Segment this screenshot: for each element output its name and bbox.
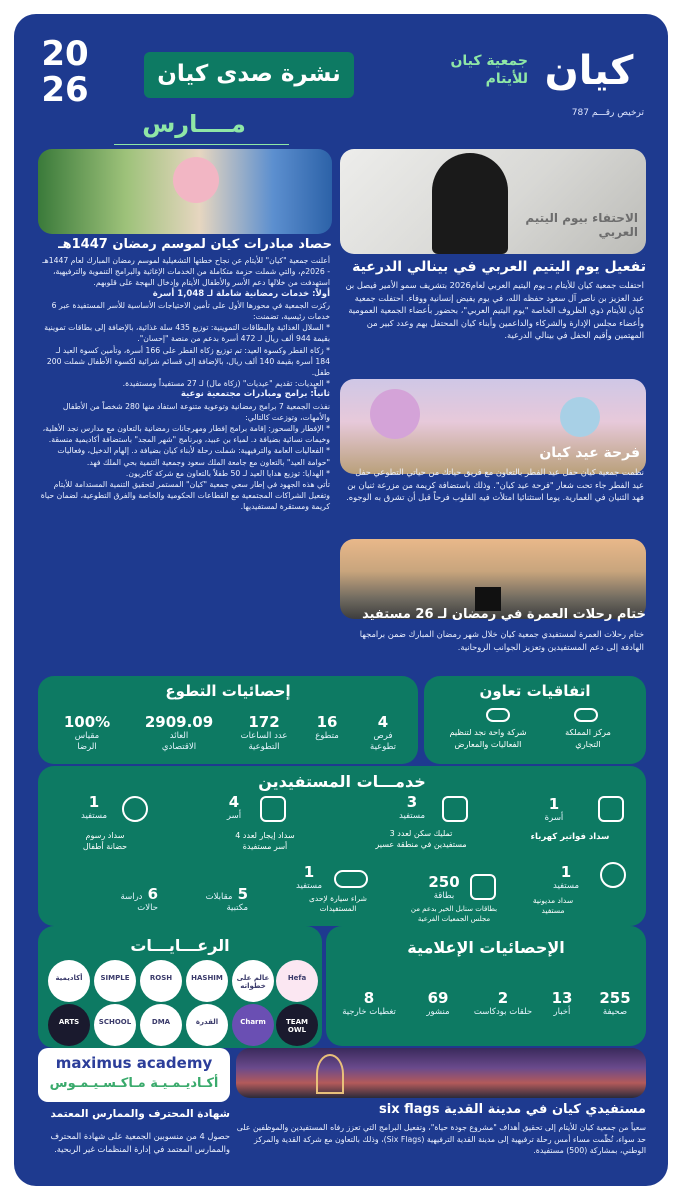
service-unit: مستفيد (398, 811, 426, 821)
academy-logo-en: maximus academy (55, 1054, 213, 1072)
ramadan-intro: أعلنت جمعية "كيان" للأيتام عن نجاح خطتها التشغيلية لموسم رمضان المبارك لعام 1447هـ - 2026م، والتي شملت حزمة متكاملة من الخدمات الإغاثية والبرامج التنموية والترفيهية، استهدفت من خلالها دعم الأسر والأطفال الأيتام وإدخال البهجة على قلوبهم. (42, 256, 330, 288)
ramadan-body (40, 255, 330, 513)
sponsor-logo-text: ARTS (58, 1018, 80, 1026)
service-count: 250 (428, 873, 460, 891)
service-label: حالات (137, 903, 158, 913)
sponsor-logo-text: SIMPLE (100, 974, 130, 982)
house-icon (442, 796, 468, 822)
orphan-day-photo (340, 149, 646, 254)
stat-satisfaction (46, 714, 128, 753)
agreements-title: اتفاقيات تعاون (479, 682, 591, 700)
car-icon (334, 870, 368, 888)
orphan-day-body: احتفلت جمعية كيان للأيتام بـ يوم اليتيم العربي لعام2026 بتشريف سمو الأمير فيصل بن عبد العزيز بن ناصر آل سعود حفظه الله، في يوم يفيض إنسانية ووفاء. احتفلت جمعية كيان للأيتام ذوي الظروف الخاصة "يوم اليتيم العربي"، بحضور بأعضاء الجمعية العمومية وأعضاء مجلس الإدارة والشركاء والداعمين وأبناء كيان المحتفل بهم وعدد كبير من المهتمين وأقيم الحفل في بينالي الدرعية. (345, 280, 644, 340)
service-unit: دراسة (120, 892, 143, 902)
sixflags-title: مستفيدي كيان في مدينة القدية six flags (379, 1102, 646, 1117)
stat-volunteer-hours (230, 714, 298, 753)
handshake-icon (574, 708, 598, 722)
academy-logo-ar: أكـاديـمـيـة مـاكـسـيـمـوس (49, 1076, 219, 1091)
sponsor-logo-text: SCHOOL (98, 1018, 132, 1026)
speaker-figure (432, 153, 508, 254)
service-electricity (512, 796, 596, 824)
service-cards (420, 874, 468, 902)
stat-label: مقياس الرضا (74, 731, 100, 752)
service-unit: أسرة (544, 813, 564, 823)
sponsor-logo-text: DMA (151, 1018, 171, 1026)
sponsors-panel (38, 926, 322, 1048)
sponsor-logo (186, 1004, 228, 1046)
eid-body: نظمت جمعية كيان حفل عيد الفطر بالتعاون مع فريق حياتك من حياتي التطوعي حفل عيد الفطر جاء تحت شعار "فرحة عيد كيان". وذلك باستضافة كريمة من مزرعة ثنيان بن فهد الثنيان في العمارية. يوما استثنائيا امتلأت فيه القلوب فرحاً قبل أن تشرق به الوجوه. (346, 467, 644, 502)
balloons-decor (173, 157, 219, 203)
stat-value: 172 (248, 713, 280, 731)
service-unit: مقابلات (205, 892, 233, 902)
service-rent (210, 794, 258, 822)
stat-value: 16 (316, 713, 338, 731)
service-electricity-label: سداد فواتير كهرباء (530, 832, 610, 842)
sponsor-logo-text: Hefa (287, 974, 307, 982)
sponsor-logo (140, 960, 182, 1002)
stat-label: متطوع (315, 731, 339, 741)
ramadan-para-8: * الهدايا: توزيع هدايا العيد لـ 50 طفلاً بالتعاون مع شركة كاتريون. (125, 468, 330, 478)
ramadan-photo (38, 149, 332, 234)
service-case-studies (88, 884, 158, 914)
eid-title: فرحة عيد كيان (539, 445, 640, 461)
media-label: تغطيات خارجية (342, 1007, 396, 1017)
service-housing-label: تمليك سكن لعدد 3 مستفيدين في منطقة عسير (375, 829, 467, 849)
ride-decor (316, 1054, 344, 1094)
media-posts (410, 990, 466, 1018)
sponsor-logo (94, 960, 136, 1002)
sponsor-logo (140, 1004, 182, 1046)
service-label: مكتبية (226, 903, 248, 913)
stat-volunteer-opportunities (356, 714, 410, 753)
stat-value: 2909.09 (144, 713, 214, 731)
umrah-title: ختام رحلات العمرة في رمضان لـ 26 مستفيد (362, 607, 646, 622)
service-nursery-label: سداد رسوم حضانة أطفال (82, 831, 128, 851)
media-news (540, 990, 584, 1018)
service-count: 1 (548, 795, 560, 813)
shirt-icon (598, 796, 624, 822)
sponsor-logo (276, 1004, 318, 1046)
money-hand-icon (600, 862, 626, 888)
media-external-coverage (330, 990, 408, 1018)
media-label: منشور (426, 1007, 450, 1017)
ramadan-para-3: * زكاة الفطر وكسوة العيد: تم توزيع زكاة الفطر على 166 أسرة، وتأمين كسوة العيد لـ 184 أسرة بقيمة 140 ألف ريال، بالإضافة إلى قسائم شرائية لكسوة الأطفال شملت 200 طفل. (46, 345, 330, 378)
agreement-item-kingdom: مركز المملكة التجاري (565, 727, 611, 749)
sponsors-title: الرعـــايـــات (130, 936, 230, 955)
newsletter-title: نشرة صدى كيان (144, 52, 354, 98)
ramadan-heading-2: ثانياً: برامج ومبادرات مجتمعية نوعية (180, 389, 330, 400)
ramadan-para-7: * الفعاليات العامة والترفيهية: شملت رحلة لأبناء كيان بضيافة د. إلهام الدخيل، وفعاليات "حوامة العيد" بالتعاون مع جامعة الملك سعود وجمعية التنمية بحي الملك فهد. (57, 446, 330, 467)
service-interviews (178, 884, 248, 914)
media-count: 13 (551, 989, 573, 1007)
media-count: 2 (497, 989, 509, 1007)
agreement-item-najd-oasis: شركة واحة نجد لتنظيم الفعاليات والمعارض (449, 727, 527, 749)
sponsor-logo-text: أكاديمية (55, 974, 83, 982)
media-count: 255 (599, 989, 631, 1007)
newsletter-page (14, 14, 668, 1186)
service-debt-label: سداد مديونية مستفيد (532, 896, 574, 915)
ramadan-para-2: * السلال الغذائية والبطاقات التموينية: توزيع 435 سلة غذائية، بالإضافة إلى بطاقات تموينية بقيمة 944 ألف ريال لـ 472 أسرة بدعم من منصة "إحسان". (44, 323, 330, 344)
sponsor-logo-text: عالم على خطواته (236, 974, 270, 990)
media-label: أخبار (553, 1007, 571, 1017)
kayan-logo: كيان (544, 48, 634, 94)
services-title: خدمـــات المستفيدين (258, 772, 426, 791)
media-label: صحيفة (602, 1007, 628, 1017)
umrah-body: ختام رحلات العمرة لمستفيدي جمعية كيان خلال شهر رمضان المبارك ضمن برامجها الهادفة إلى دعم المستفيدين وتعزيز الجوانب الروحانية. (359, 629, 644, 652)
media-podcasts (468, 990, 538, 1018)
academy-body: حصول 4 من منسوبين الجمعية على شهادة المحترف والممارس المعتمد في إدارة المنظمات غير الربحية. (50, 1131, 230, 1154)
ramadan-para-6: * الإفطار والسحور: إقامة برامج إفطار ومهرجانات رمضانية بالتعاون مع مدارس نجد الأهلية، وخيمات نسائية بضيافة د. لمياء بن عبيد، وبرنامج "شهر المجد" باستضافة أكاديمية منسقة. (42, 424, 330, 445)
service-cards-label: بطاقات سنابل الخير بدعم من مجلس الجمعيات الفرعية (410, 905, 498, 923)
media-newspapers (588, 990, 642, 1018)
service-rent-label: سداد إيجار لعدد 4 أسر مستفيدة (235, 831, 295, 851)
month-underline (114, 144, 289, 145)
sponsor-logo (276, 960, 318, 1002)
coin-hand-icon (122, 796, 148, 822)
brand-name: جمعية كيان للأيتام (450, 53, 528, 87)
sponsor-logo-text: HASHIM (191, 974, 223, 982)
stat-label: فرص تطوعية (370, 731, 396, 752)
stat-label: عدد الساعات التطوعية (240, 731, 288, 752)
stat-volunteers (300, 714, 354, 742)
service-count: 1 (88, 793, 100, 811)
service-count: 4 (228, 793, 240, 811)
home-heart-icon (260, 796, 286, 822)
orphan-day-title: تفعيل يوم اليتيم العربي في بينالي الدرعية (352, 259, 646, 275)
sixflags-body: سعياً من جمعية كيان للأيتام إلى تحقيق أهداف "مشروع جودة حياة"، وتفعيل البرامج التي تعزز رفاه المستفيدين والموظفين على حد سواء، نُظّمت مساء أمس رحلة ترفيهية إلى مدينة القدية الترفيهية (Six Flags)، وذلك بالتعاون مع شركة القدية والمركز الوطني، بمشاركة (500) مستفيدة. (236, 1123, 646, 1155)
service-unit: مستفيد (80, 811, 108, 821)
sponsor-logo-text: TEAM OWL (286, 1018, 308, 1034)
service-car (286, 864, 332, 892)
sponsor-logo (186, 960, 228, 1002)
stat-economic-return (130, 714, 228, 753)
media-title: الإحصائيات الإعلامية (407, 938, 565, 957)
agreements-panel (424, 676, 646, 764)
service-unit: بطاقة (433, 891, 455, 901)
service-count: 1 (560, 863, 572, 881)
ramadan-para-1: ركزت الجمعية في محورها الأول على تأمين الاحتياجات الأساسية للأسر المستفيدة عبر 6 خدمات رئيسية، تضمنت: (51, 300, 330, 322)
media-count: 8 (363, 989, 375, 1007)
volunteering-panel (38, 676, 418, 764)
volunteering-title: إحصائيات التطوع (165, 682, 291, 700)
license-number: ترخيص رقـــم 787 (571, 108, 644, 118)
stat-value: 100% (63, 713, 111, 731)
academy-logo-card (38, 1048, 230, 1102)
handshake-icon (486, 708, 510, 722)
academy-title: شهادة المحترف والممارس المعتمد (50, 1108, 230, 1120)
balloon-decor (370, 389, 420, 439)
service-unit: مستفيد (295, 881, 323, 891)
ramadan-para-9: تأتي هذه الجهود في إطار سعي جمعية "كيان" المستمر لتحقيق التنمية المستدامة للأيتام وتفعيل الشراكات المجتمعية مع القطاعات الحكومية والخاصة والفرق التطوعية، لضمان حياة كريمة ومستقرة لمستفيديها. (40, 480, 330, 512)
sponsor-logo (232, 960, 274, 1002)
service-nursery (68, 794, 120, 822)
media-count: 69 (427, 989, 449, 1007)
service-housing (384, 794, 440, 822)
sponsor-logo-text: القدرة (195, 1018, 219, 1026)
services-panel (38, 766, 646, 926)
stat-value: 4 (377, 713, 389, 731)
photo-banner-text: الاحتفاء بيوم اليتيم العربي (525, 211, 638, 239)
media-label: حلقات بودكاست (473, 1007, 533, 1017)
service-count: 3 (406, 793, 418, 811)
service-unit: مستفيد (552, 881, 580, 891)
year-badge: 20 26 (41, 34, 89, 110)
balloon-decor-2 (560, 397, 600, 437)
ramadan-para-4: * العيديات: تقديم "عيديات" (زكاة مال) لـ 27 مستفيداً ومستفيدة. (122, 379, 330, 389)
service-count: 6 (147, 885, 158, 903)
service-count: 1 (303, 863, 315, 881)
ramadan-heading-1: أولاً: خدمات رمضانية شاملة لـ 1,048 أسرة (152, 288, 330, 299)
sponsor-logo (94, 1004, 136, 1046)
sponsor-logo (48, 1004, 90, 1046)
media-stats-panel (326, 926, 646, 1046)
stat-label: العائد الاقتصادي (161, 731, 197, 752)
cards-icon (470, 874, 496, 900)
service-unit: أسر (226, 811, 242, 821)
sponsor-logo-text: ROSH (149, 974, 173, 982)
ramadan-title: حصاد مبادرات كيان لموسم رمضان 1447هـ (58, 237, 332, 252)
sponsor-logo-text: Charm (240, 1018, 266, 1026)
sixflags-photo (236, 1048, 646, 1098)
sponsor-logo (232, 1004, 274, 1046)
month-label: مــــارس (142, 110, 246, 138)
service-debt (536, 864, 596, 892)
service-car-label: شراء سيارة لإحدى المستفيدات (309, 894, 367, 913)
ramadan-para-5: نفذت الجمعية 7 برامج رمضانية وتوعوية متنوعة استفاد منها 280 شخصاً من الأطفال والأمهات، وتوزعت كالتالي: (62, 401, 330, 422)
service-count: 5 (237, 885, 248, 903)
sponsor-logo (48, 960, 90, 1002)
